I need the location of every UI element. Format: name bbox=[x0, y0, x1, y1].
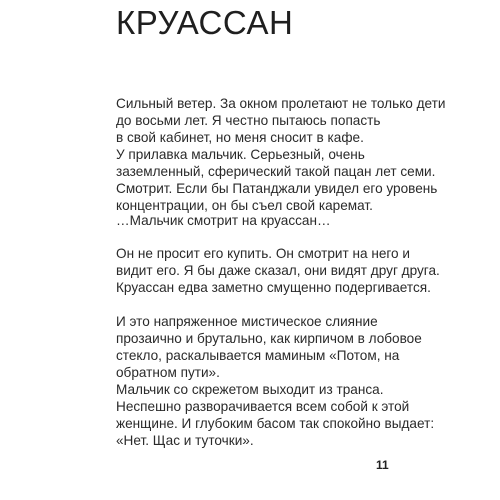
text-line: концентрации, он бы съел свой каремат. bbox=[116, 198, 373, 213]
text-line: до восьми лет. Я честно пытаюсь попасть bbox=[116, 113, 381, 128]
text-line: Сильный ветер. За окном пролетают не только дети bbox=[116, 96, 446, 111]
paragraph-5 bbox=[116, 381, 435, 449]
text-line: Неспешно разворачивается всем собой к этой bbox=[116, 399, 410, 414]
text-line: Смотрит. Если бы Патанджали увидел его уровень bbox=[116, 181, 438, 196]
text-line: обратном пути». bbox=[116, 365, 220, 380]
paragraph-3 bbox=[116, 245, 440, 296]
text-line: У прилавка мальчик. Серьезный, очень bbox=[116, 147, 365, 162]
page-title: КРУАССАН bbox=[116, 4, 294, 41]
text-line: заземленный, сферический такой пацан лет семи. bbox=[116, 164, 436, 179]
text-line: «Нет. Щас и туточки». bbox=[116, 433, 254, 448]
text-line: в свой кабинет, но меня сносит в кафе. bbox=[116, 130, 364, 145]
text-line: женщине. И глубоким басом так спокойно выдает: bbox=[116, 416, 435, 431]
text-line: …Мальчик смотрит на круассан… bbox=[116, 213, 331, 228]
text-line: И это напряженное мистическое слияние bbox=[116, 314, 378, 329]
text-line: Круассан едва заметно смущенно подергивается. bbox=[116, 280, 431, 295]
text-line: Он не просит его купить. Он смотрит на него и bbox=[116, 246, 410, 261]
page-number: 11 bbox=[376, 458, 389, 472]
paragraph-1 bbox=[116, 95, 446, 214]
paragraph-2 bbox=[116, 212, 416, 229]
text-line: Мальчик со скрежетом выходит из транса. bbox=[116, 382, 384, 397]
text-line: видит его. Я бы даже сказал, они видят друг друга. bbox=[116, 263, 440, 278]
text-line: стекло, раскалывается маминым «Потом, на bbox=[116, 348, 400, 363]
paragraph-4 bbox=[116, 313, 422, 381]
text-line: прозаично и брутально, как кирпичом в лобовое bbox=[116, 331, 422, 346]
